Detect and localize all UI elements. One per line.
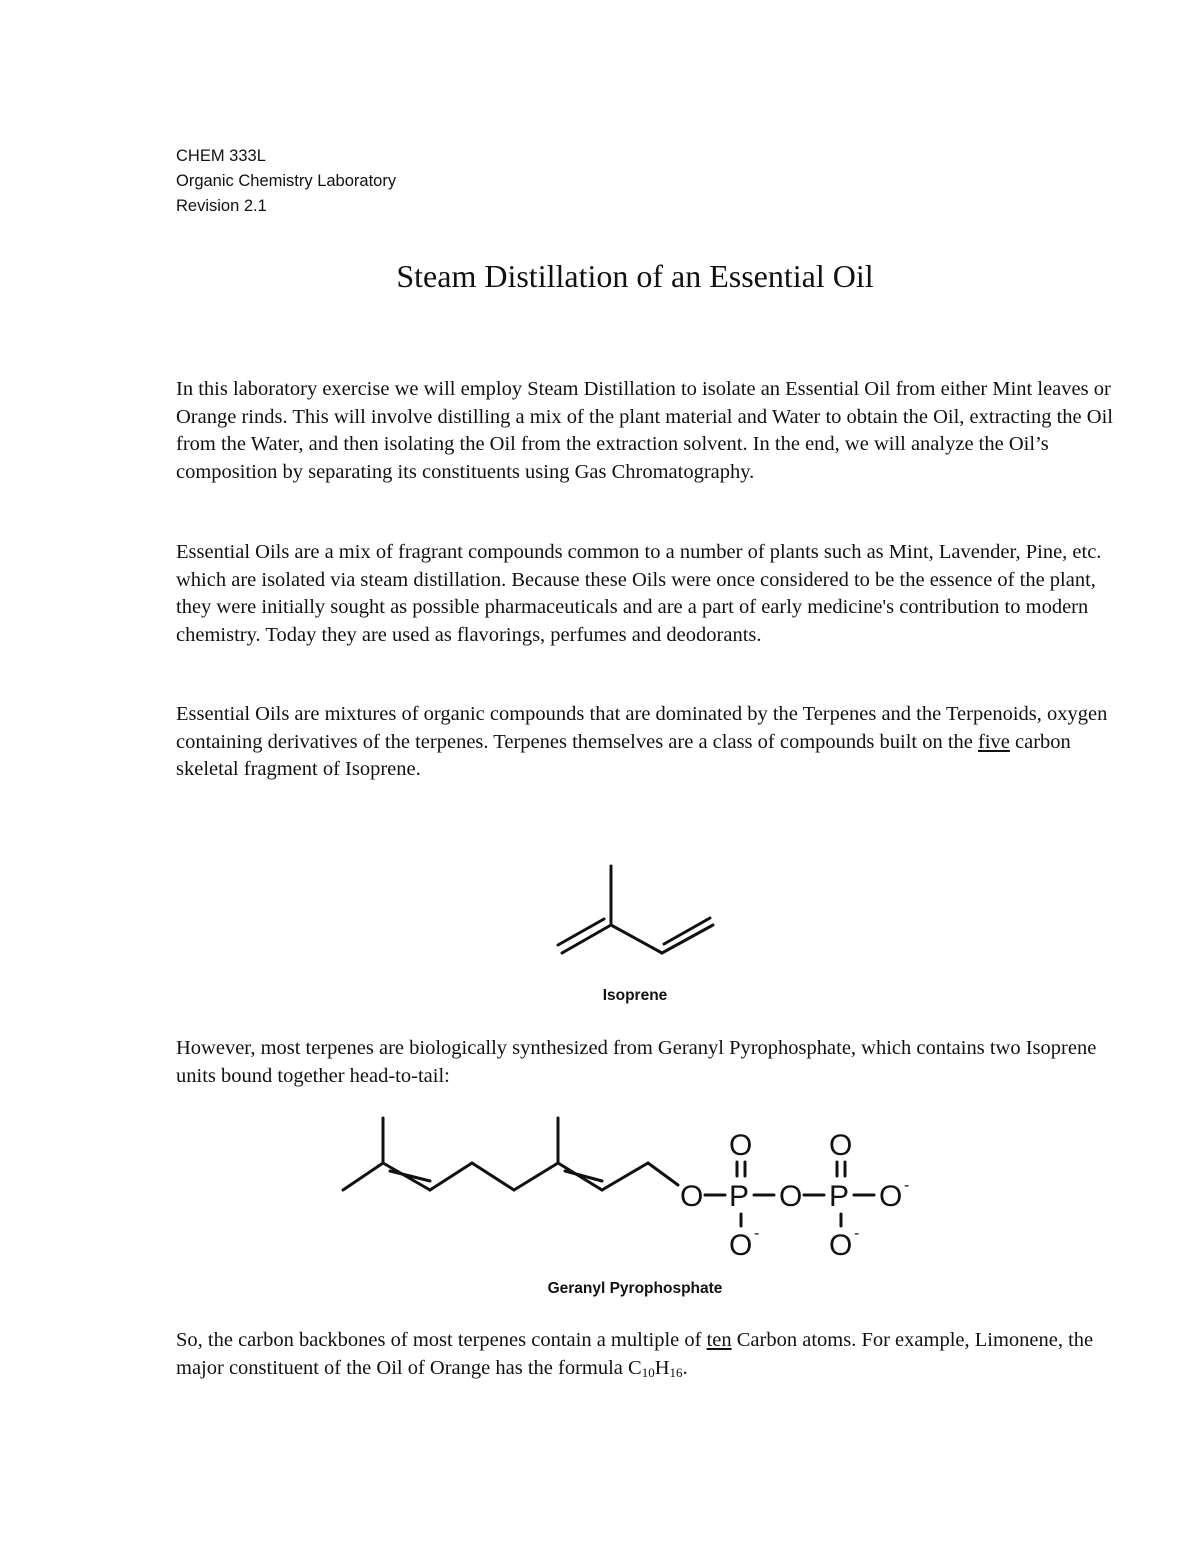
- p5-period: .: [682, 1356, 688, 1379]
- p3-text-end: carbon skeletal fragment of Isoprene.: [176, 730, 1071, 780]
- geranyl-pyrophosphate-structure: [343, 1118, 909, 1262]
- essential-oils-paragraph: Essential Oils are a mix of fragrant compounds common to a number of plants such as Mint, Lavender, Pine, etc. which are isolated via steam distillation. Because these Oils were once considered to be the essence of the plant, they were initially sought as possible pharmaceuticals and are a part of early medicine's contribution to modern chemistry. Today they are used as flavorings, perfumes and deodorants.: [176, 541, 1102, 646]
- geranyl-paragraph: However, most terpenes are biologically synthesized from Geranyl Pyrophosphate, which contains two Isoprene units bound together head-to-tail:: [176, 1037, 1097, 1087]
- course-code: CHEM 333L: [176, 147, 266, 165]
- isoprene-structure: [558, 866, 713, 953]
- p5-text-start: So, the carbon backbones of most terpenes contain a multiple of: [176, 1329, 707, 1351]
- intro-paragraph: In this laboratory exercise we will employ Steam Distillation to isolate an Essential Oil from either Mint leaves or Orange rinds. This will involve distilling a mix of the plant material and Water to obtain the Oil, extracting the Oil from the Water, and then isolating the Oil from the extraction solvent. In the end, we will analyze the Oil’s composition by separating its constituents using Gas Chromatography.: [176, 378, 1113, 483]
- document-title: Steam Distillation of an Essential Oil: [396, 258, 874, 294]
- ten-underlined: ten: [706, 1329, 732, 1351]
- geranyl-pyrophosphate-caption: Geranyl Pyrophosphate: [547, 1280, 723, 1297]
- bridging-oxygen: O: [779, 1180, 803, 1213]
- revision-label: Revision 2.1: [176, 197, 267, 215]
- course-subtitle: Organic Chemistry Laboratory: [176, 172, 397, 190]
- isoprene-caption: Isoprene: [602, 987, 668, 1004]
- hydrogen-subscript: 16: [669, 1364, 683, 1380]
- anionic-oxygen-2-charge: -: [854, 1225, 860, 1242]
- anionic-oxygen-2: O: [829, 1229, 853, 1262]
- terminal-oxygen-charge: -: [904, 1177, 910, 1194]
- p3-text-start: Essential Oils are mixtures of organic compounds that are dominated by the Terpenes and the Terpenoids, oxygen containing derivatives of the terpenes. Terpenes themselves are a class of compounds built on the: [176, 703, 1108, 753]
- p5-text-middle: Carbon atoms. For example, Limonene, the major constituent of the Oil of Orange has the formula C: [176, 1329, 1094, 1379]
- ester-oxygen: O: [680, 1180, 704, 1213]
- carbon-subscript: 10: [641, 1364, 655, 1380]
- anionic-oxygen-1: O: [729, 1229, 753, 1262]
- hydrogen-symbol: H: [654, 1356, 670, 1379]
- phosphorus-1: P: [729, 1180, 750, 1213]
- phosphoryl-oxygen-1: O: [729, 1129, 753, 1162]
- anionic-oxygen-1-charge: -: [754, 1225, 760, 1242]
- phosphoryl-oxygen-2: O: [829, 1129, 853, 1162]
- five-underlined: five: [978, 730, 1010, 753]
- terminal-oxygen: O: [879, 1180, 903, 1213]
- limonene-paragraph: [176, 1327, 1116, 1382]
- phosphorus-2: P: [829, 1180, 850, 1213]
